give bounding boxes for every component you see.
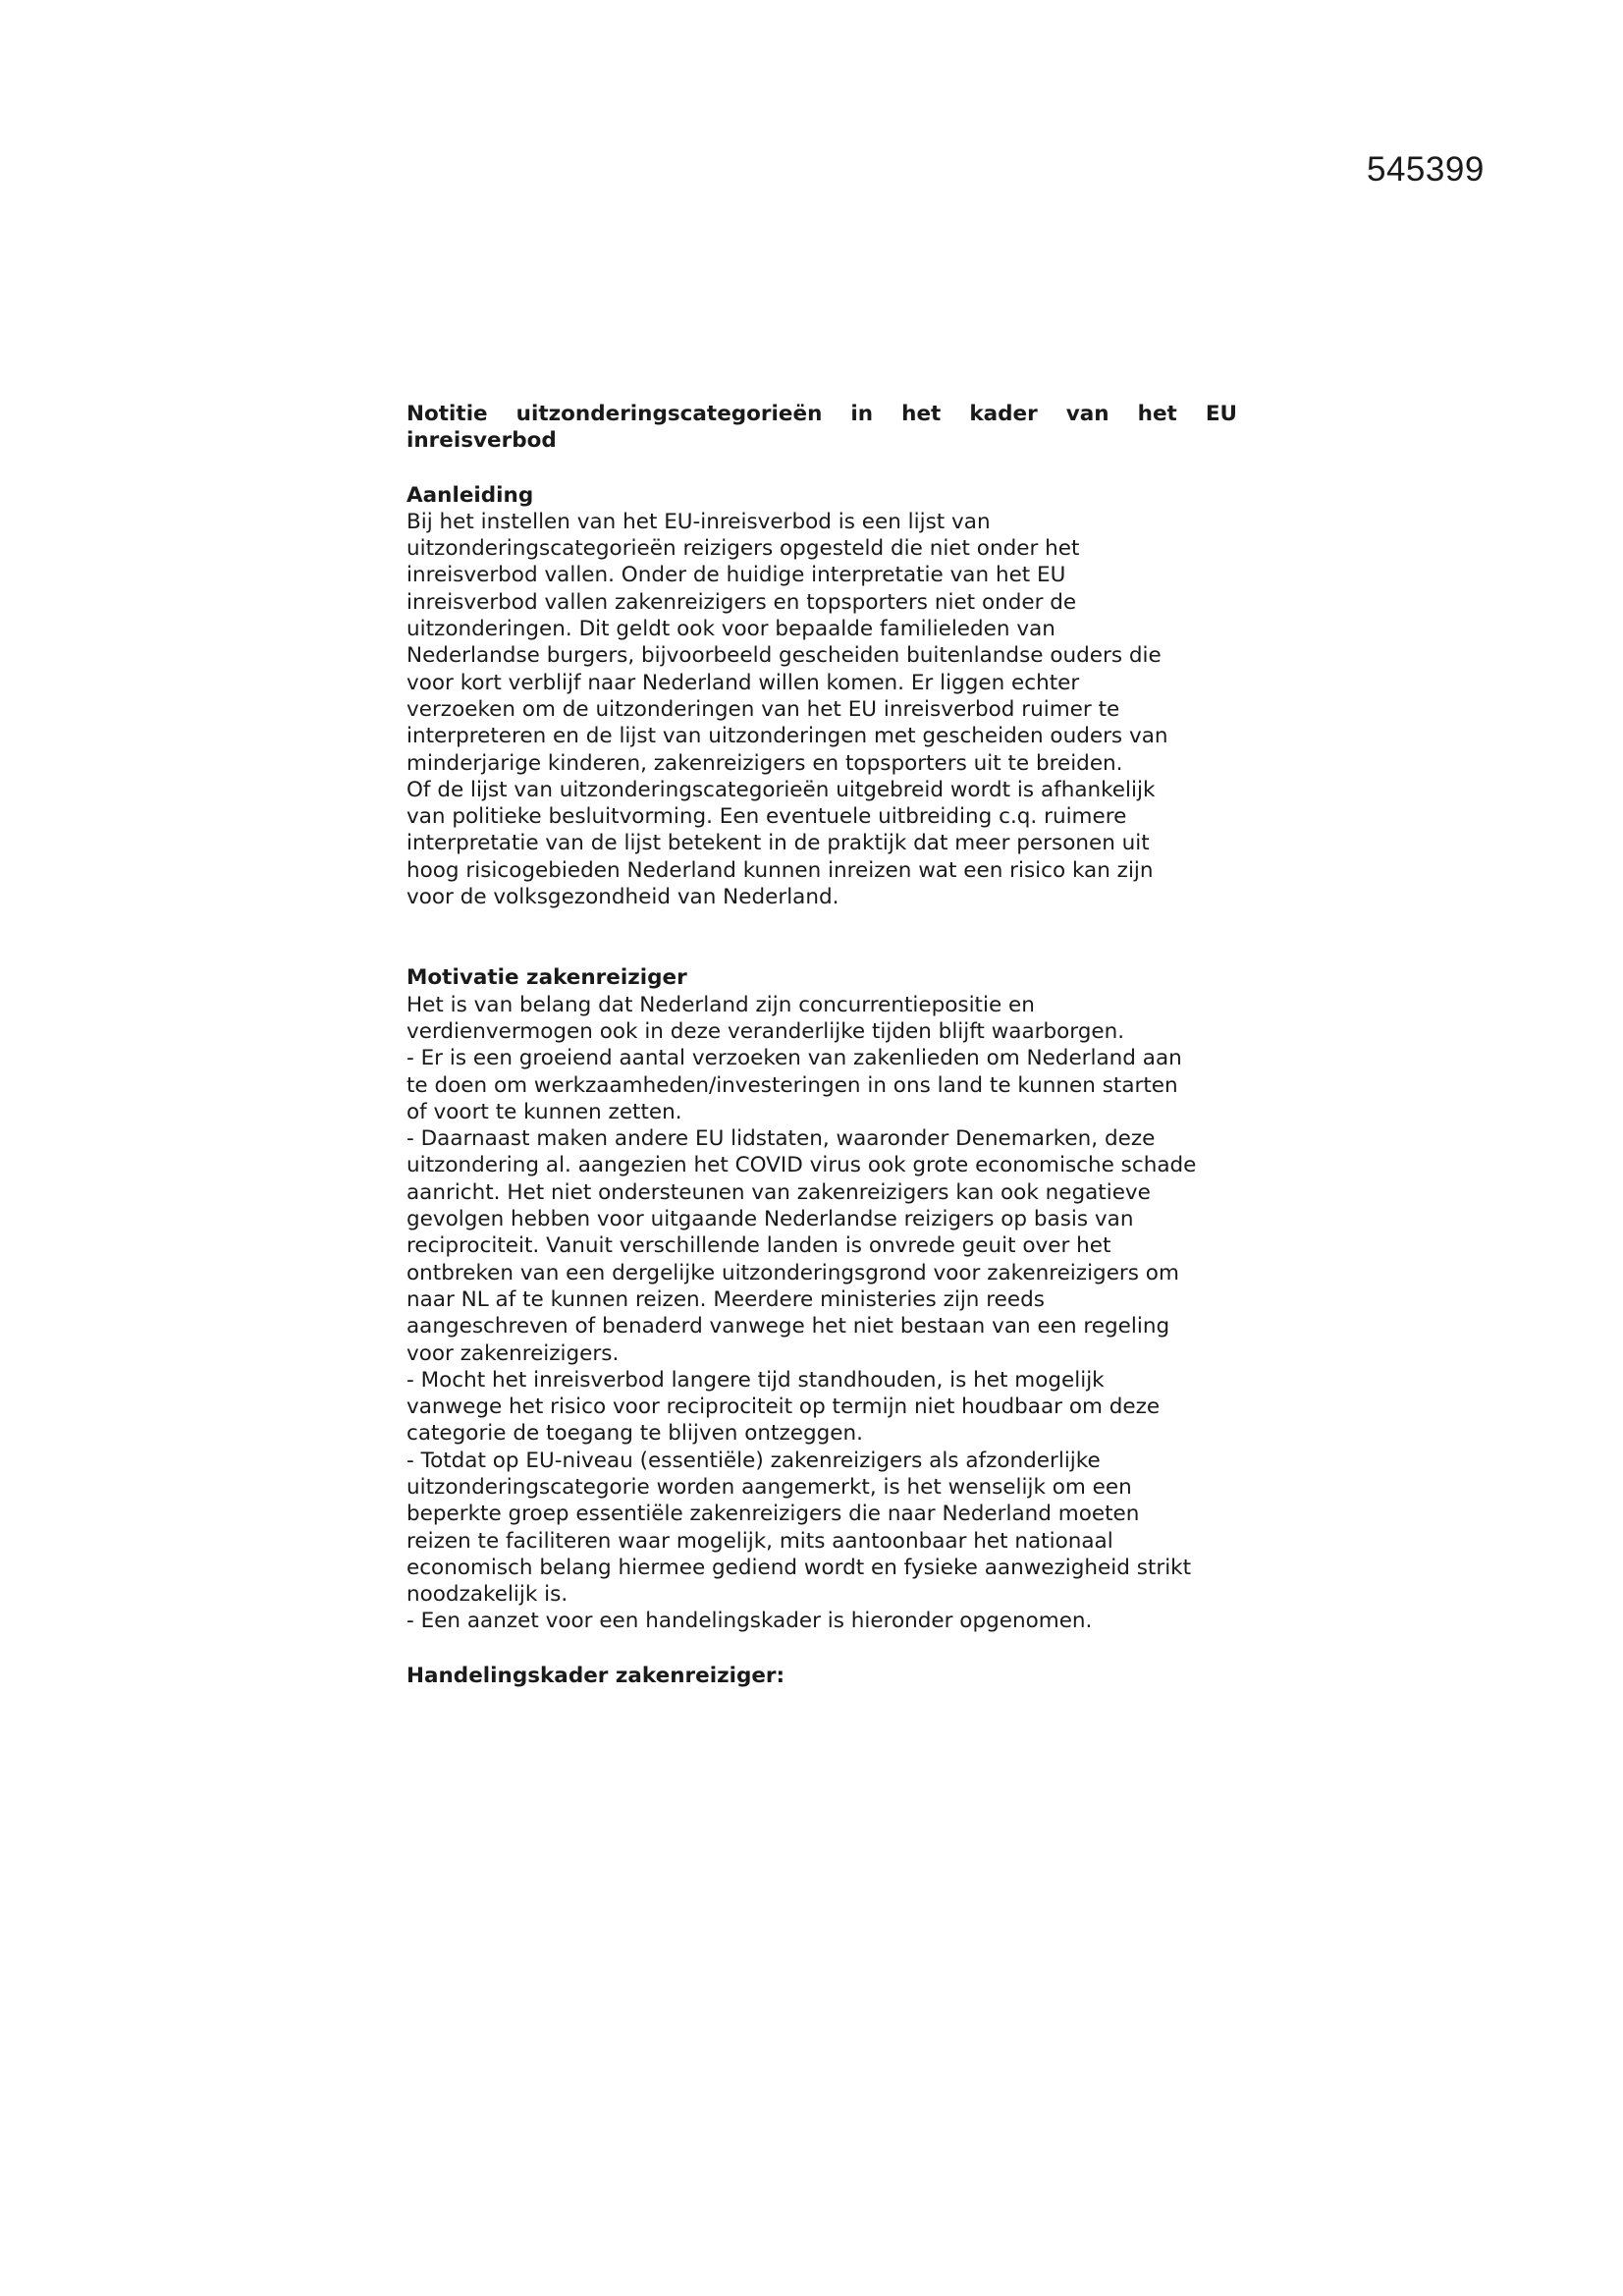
body-line: inreisverbod vallen. Onder de huidige interpretatie van het EU [406, 563, 1066, 588]
body-line: interpreteren en de lijst van uitzonderingen met gescheiden ouders van [406, 724, 1168, 749]
document-number: 545399 [1367, 150, 1485, 189]
body-line: voor kort verblijf naar Nederland willen komen. Er liggen echter [406, 670, 1080, 695]
section-heading-aanleiding: Aanleiding [406, 482, 534, 508]
body-line: te doen om werkzaamheden/investeringen in ons land te kunnen starten [406, 1072, 1178, 1098]
body-line: voor zakenreizigers. [406, 1340, 620, 1366]
section-heading-motivatie: Motivatie zakenreiziger [406, 965, 687, 991]
body-line: verzoeken om de uitzonderingen van het EU inreisverbod ruimer te [406, 696, 1120, 722]
body-line: uitzonderingen. Dit geldt ook voor bepaalde familieleden van [406, 617, 1055, 642]
body-line: - Totdat op EU-niveau (essentiële) zakenreizigers als afzonderlijke [406, 1448, 1101, 1473]
body-line: beperkte groep essentiële zakenreizigers die naar Nederland moeten [406, 1502, 1140, 1527]
body-line: uitzonderingscategorieën reizigers opgesteld die niet onder het [406, 536, 1080, 562]
document-title: Notitie uitzonderingscategorieën in het kader van het EU inreisverbod [406, 402, 1237, 454]
body-line: - Daarnaast maken andere EU lidstaten, waaronder Denemarken, deze [406, 1126, 1156, 1152]
body-line: Of de lijst van uitzonderingscategorieën uitgebreid wordt is afhankelijk [406, 777, 1156, 802]
section-body-motivatie [406, 992, 1237, 1635]
document-body [406, 401, 1237, 1689]
body-line: - Een aanzet voor een handelingskader is hieronder opgenomen. [406, 1609, 1093, 1634]
body-line: economisch belang hiermee gediend wordt en fysieke aanwezigheid strikt [406, 1555, 1192, 1580]
body-line: minderjarige kinderen, zakenreizigers en topsporters uit te breiden. [406, 750, 1123, 776]
body-line: voor de volksgezondheid van Nederland. [406, 885, 839, 910]
body-line: - Mocht het inreisverbod langere tijd standhouden, is het mogelijk [406, 1367, 1105, 1393]
body-line: reizen te faciliteren waar mogelijk, mits aantoonbaar het nationaal [406, 1528, 1113, 1554]
body-line: - Er is een groeiend aantal verzoeken van zakenlieden om Nederland aan [406, 1046, 1182, 1071]
section-body-aanleiding [406, 509, 1237, 910]
body-line: noodzakelijk is. [406, 1582, 568, 1608]
section-heading-handelingskader: Handelingskader zakenreiziger: [406, 1663, 785, 1688]
body-line: Nederlandse burgers, bijvoorbeeld gescheiden buitenlandse ouders die [406, 643, 1162, 669]
body-line: categorie de toegang te blijven ontzeggen. [406, 1421, 863, 1447]
body-line: naar NL af te kunnen reizen. Meerdere ministeries zijn reeds [406, 1286, 1045, 1312]
body-line: interpretatie van de lijst betekent in de praktijk dat meer personen uit [406, 831, 1150, 856]
body-line: gevolgen hebben voor uitgaande Nederlandse reizigers op basis van [406, 1207, 1134, 1232]
body-line: ontbreken van een dergelijke uitzonderingsgrond voor zakenreizigers om [406, 1260, 1179, 1285]
body-line: Bij het instellen van het EU-inreisverbod is een lijst van [406, 509, 991, 534]
body-line: reciprociteit. Vanuit verschillende landen is onvrede geuit over het [406, 1233, 1111, 1259]
body-line: verdienvermogen ook in deze veranderlijke tijden blijft waarborgen. [406, 1018, 1125, 1044]
body-line: Het is van belang dat Nederland zijn concurrentiepositie en [406, 992, 1035, 1017]
body-line: inreisverbod vallen zakenreizigers en topsporters niet onder de [406, 589, 1077, 615]
body-line: hoog risicogebieden Nederland kunnen inreizen wat een risico kan zijn [406, 857, 1154, 883]
body-line: uitzondering al. aangezien het COVID virus ook grote economische schade [406, 1153, 1197, 1178]
body-line: aangeschreven of benaderd vanwege het niet bestaan van een regeling [406, 1314, 1170, 1339]
body-line: van politieke besluitvorming. Een eventuele uitbreiding c.q. ruimere [406, 804, 1127, 830]
body-line: vanwege het risico voor reciprociteit op termijn niet houdbaar om deze [406, 1394, 1161, 1420]
body-line: of voort te kunnen zetten. [406, 1099, 682, 1124]
body-line: aanricht. Het niet ondersteunen van zakenreizigers kan ook negatieve [406, 1179, 1151, 1205]
body-line: uitzonderingscategorie worden aangemerkt, is het wenselijk om een [406, 1474, 1132, 1500]
